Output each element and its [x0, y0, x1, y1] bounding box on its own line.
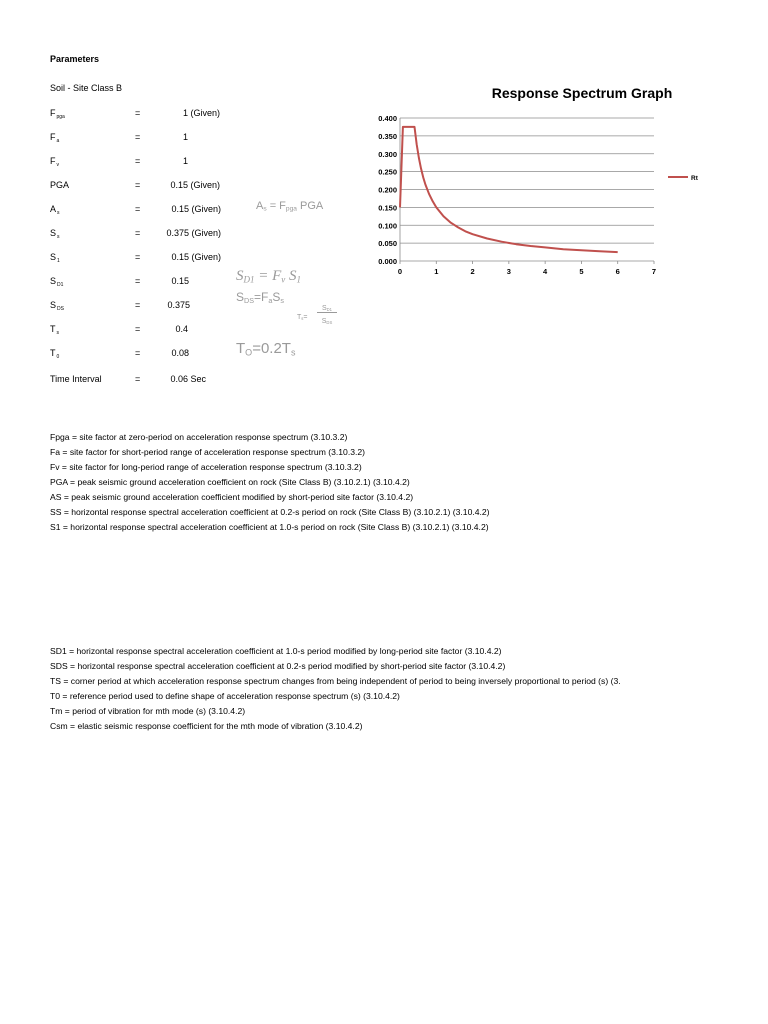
- param-subscript: 0: [56, 354, 60, 360]
- param-symbol: $T_s$: [50, 324, 59, 336]
- definition-line: T0 = reference period used to define shape of acceleration response spectrum (s) (3.10.4.2): [50, 691, 400, 701]
- definition-line: S1 = horizontal response spectral acceleration coefficient at 1.0-s period on rock (Site Class B) (3.10.2.1) (3.10.4.2): [50, 522, 489, 532]
- param-equals: =: [135, 156, 141, 166]
- param-symbol: PGA: [50, 180, 70, 190]
- definition-line: AS = peak seismic ground acceleration coefficient modified by short-period site factor (3.10.4.2): [50, 492, 414, 502]
- definition-line: Fv = site factor for long-period range of acceleration response spectrum (3.10.3.2): [50, 462, 362, 472]
- response-spectrum-chart: [360, 80, 720, 280]
- param-symbol: $S_s$: [50, 228, 60, 240]
- param-symbol: $F_a$: [50, 132, 60, 144]
- y-tick-label: 0.000: [378, 257, 397, 266]
- param-subscript: DS: [57, 306, 64, 312]
- y-tick-label: 0.400: [378, 114, 397, 123]
- definition-line: SDS = horizontal response spectral acceleration coefficient at 0.2-s period modified by short-period site factor (3.10.4.2): [50, 661, 506, 671]
- param-equals: =: [135, 300, 141, 310]
- y-tick-label: 0.100: [378, 221, 397, 231]
- definition-line: SS = horizontal response spectral acceleration coefficient at 0.2-s period on rock (Site Class B) (3.10.2.1) (3.10.4.2): [50, 507, 490, 517]
- param-subscript: s: [56, 330, 59, 336]
- x-tick-label: 3: [506, 267, 511, 276]
- x-tick-label: 4: [543, 267, 548, 276]
- definition-line: Tm = period of vibration for mth mode (s) (3.10.4.2): [50, 706, 246, 716]
- param-symbol: $S_{DS}$: [50, 300, 64, 312]
- param-equals: =: [135, 276, 141, 286]
- y-tick-label: 0.250: [378, 167, 397, 177]
- definition-line: Csm = elastic seismic response coefficient for the mth mode of vibration (3.10.4.2): [50, 721, 363, 731]
- formula-sds: SDS=FaSs: [236, 290, 284, 305]
- x-tick-label: 1: [434, 267, 439, 276]
- legend-label: Rt: [691, 175, 698, 182]
- param-value: 0.15 (Given): [170, 180, 220, 190]
- y-tick-label: 0.350: [378, 131, 397, 141]
- soil-class-label: Soil - Site Class B: [50, 83, 123, 93]
- param-equals: =: [135, 132, 141, 142]
- param-equals: =: [135, 180, 141, 190]
- param-equals: =: [135, 324, 141, 334]
- param-symbol: $F_v$: [50, 156, 59, 168]
- y-tick-label: 0.150: [378, 203, 397, 213]
- x-tick-label: 5: [579, 267, 584, 276]
- x-tick-label: 0: [397, 267, 403, 276]
- y-tick-label: 0.200: [378, 185, 397, 195]
- param-value: 0.15 (Given): [171, 252, 221, 262]
- param-symbol: $A_s$: [50, 204, 60, 216]
- param-value: 0.4: [175, 324, 188, 334]
- page-heading: Parameters: [50, 54, 100, 64]
- y-tick-label: 0.300: [378, 149, 397, 159]
- param-value: 0.15: [171, 276, 189, 286]
- param-subscript: v: [56, 162, 59, 168]
- definition-line: TS = corner period at which acceleration response spectrum changes from being independent of period to being inversely proportional to period (s) (3.: [50, 676, 621, 686]
- param-subscript: a: [56, 138, 60, 144]
- param-value: 0.375 (Given): [166, 228, 221, 238]
- x-tick-label: 7: [651, 267, 657, 276]
- param-equals: =: [135, 228, 141, 238]
- param-value: 1: [182, 132, 188, 142]
- formula-t0: TO=0.2Ts: [236, 340, 296, 358]
- param-symbol: Time Interval: [50, 374, 102, 384]
- chart-title: Response Spectrum Graph: [491, 85, 673, 101]
- param-equals: =: [135, 252, 141, 262]
- definition-line: SD1 = horizontal response spectral acceleration coefficient at 1.0-s period modified by long-period site factor (3.10.4.2): [50, 646, 502, 656]
- param-subscript: pga: [56, 114, 65, 120]
- param-value: 0.375: [167, 300, 190, 310]
- param-subscript: 1: [57, 258, 60, 264]
- param-subscript: D1: [57, 282, 64, 288]
- param-subscript: s: [57, 210, 60, 216]
- x-tick-label: 2: [470, 267, 475, 276]
- param-symbol: $T_0$: [50, 348, 60, 360]
- param-value: 1 (Given): [182, 108, 220, 118]
- y-tick-label: 0.050: [378, 239, 397, 249]
- param-equals: =: [135, 204, 141, 214]
- param-symbol: $S_{D1}$: [50, 276, 64, 288]
- param-equals: =: [135, 108, 141, 118]
- param-subscript: s: [57, 234, 60, 240]
- param-value: 1: [182, 156, 188, 166]
- param-value: 0.06 Sec: [170, 374, 206, 384]
- param-value: 0.08: [171, 348, 189, 358]
- definition-line: Fpga = site factor at zero-period on acceleration response spectrum (3.10.3.2): [50, 432, 348, 442]
- param-symbol: $S_1$: [50, 252, 60, 264]
- definition-line: PGA = peak seismic ground acceleration coefficient on rock (Site Class B) (3.10.2.1) (3.10.4.2): [50, 477, 410, 487]
- param-symbol: $F_{pga}$: [50, 108, 65, 120]
- definition-line: Fa = site factor for short-period range of acceleration response spectrum (3.10.3.2): [50, 447, 366, 457]
- param-equals: =: [135, 348, 141, 358]
- formula-as: As = Fpga PGA: [256, 200, 324, 213]
- param-value: 0.15 (Given): [171, 204, 221, 214]
- formula-sd1: SD1 = Fv S1: [236, 268, 302, 285]
- x-tick-label: 6: [615, 267, 620, 276]
- param-equals: =: [135, 374, 141, 384]
